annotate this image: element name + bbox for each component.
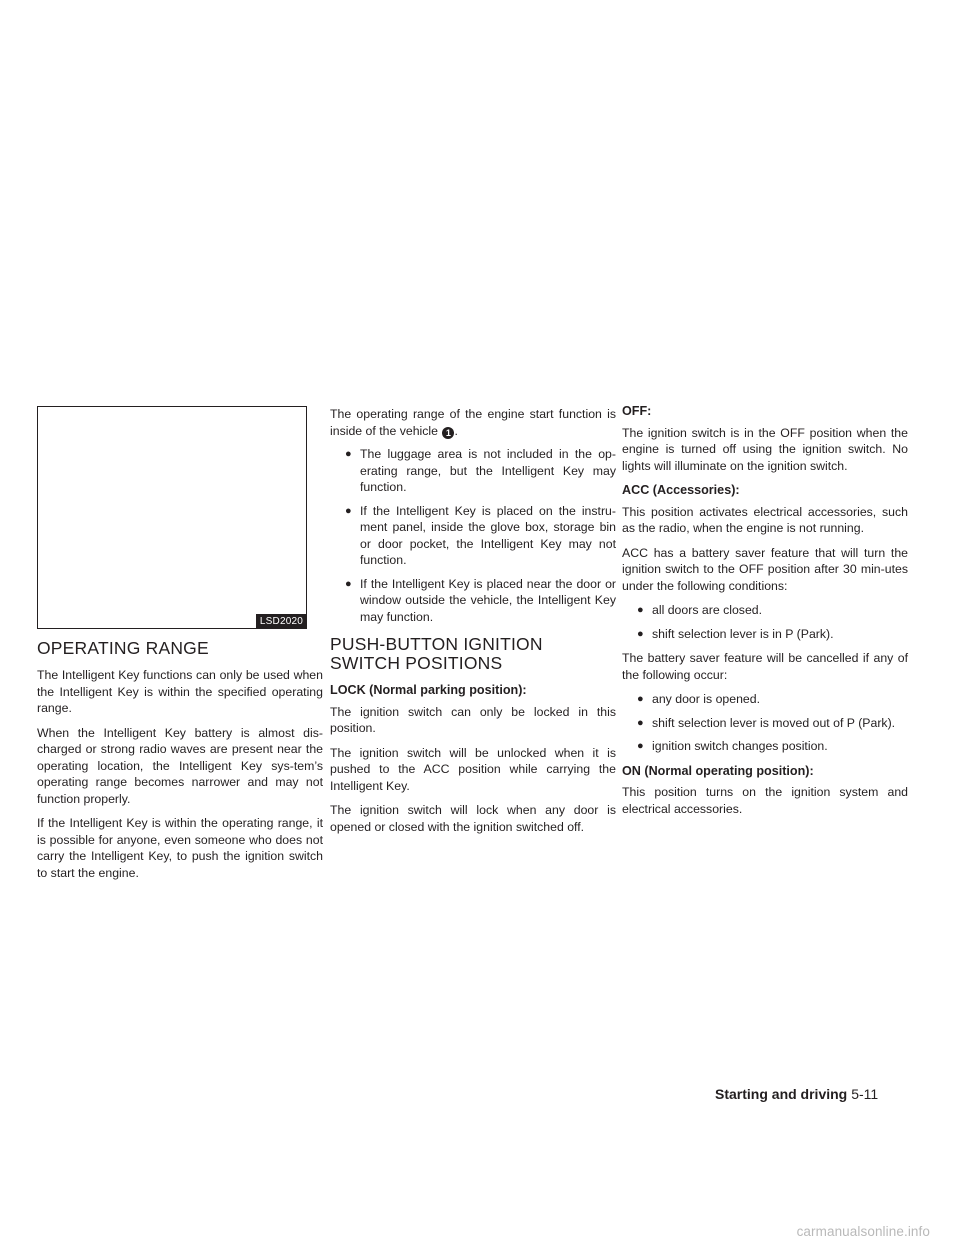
off-subheading: OFF: (622, 404, 652, 418)
paragraph: The ignition switch is in the OFF position when the engine is turned off using the ignition switch. No lights will illuminate on the ignition switch. (622, 425, 908, 473)
range-intro-end: . (454, 423, 458, 438)
positions-heading: PUSH-BUTTON IGNITION SWITCH POSITIONS (330, 634, 543, 673)
list-item: ● If the Intelligent Key is placed near the door or window outside the vehicle, the Intelligent Key may function. (345, 576, 616, 624)
column-right (622, 406, 908, 825)
paragraph: This position turns on the ignition system and electrical accessories. (622, 785, 908, 816)
bullet-icon: ● (345, 448, 352, 460)
operating-range-heading: OPERATING RANGE (37, 638, 209, 658)
bullet-icon: ● (637, 693, 644, 705)
paragraph: When the Intelligent Key battery is almost dis-charged or strong radio waves are present near the operating location, the Intelligent Key sys-tem’s operating range becomes narrower and may not function properly. (37, 725, 323, 806)
paragraph: This position activates electrical accessories, such as the radio, when the engine is not running. (622, 504, 908, 535)
paragraph: The battery saver feature will be cancelled if any of the following occur: (622, 651, 908, 682)
list-item: ● If the Intelligent Key is placed on the instru-ment panel, inside the glove box, storage bin or door pocket, the Intelligent Key may not function. (345, 503, 616, 567)
paragraph: ACC has a battery saver feature that will turn the ignition switch to the OFF position after 30 min-utes under the following conditions: (622, 545, 908, 593)
paragraph: The ignition switch can only be locked in this position. (330, 704, 616, 735)
lock-subheading: LOCK (Normal parking position): (330, 683, 527, 697)
acc-conditions-list (622, 602, 908, 642)
list-item: ● The luggage area is not included in the op-erating range, but the Intelligent Key may function. (345, 447, 616, 494)
list-item: ● all doors are closed. (637, 603, 763, 617)
list-item: ● shift selection lever is in P (Park). (637, 626, 834, 641)
figure-illustration (37, 406, 307, 629)
page-footer (715, 1086, 921, 1102)
acc-subheading: ACC (Accessories): (622, 483, 740, 497)
paragraph: If the Intelligent Key is within the operating range, it is possible for anyone, even someone who does not carry the Intelligent Key, to push the ignition switch to start the engine. (37, 816, 323, 880)
range-intro-text: The operating range of the engine start function is inside of the vehicle (330, 407, 616, 438)
list-item: ● ignition switch changes position. (637, 739, 828, 753)
bullet-icon: ● (345, 504, 352, 517)
callout-number-icon: 1 (442, 427, 454, 439)
paragraph: The ignition switch will lock when any door is opened or closed with the ignition switched off. (330, 803, 616, 834)
bullet-icon: ● (637, 627, 644, 640)
bullet-icon: ● (637, 740, 644, 752)
footer-section-title: Starting and driving (715, 1086, 848, 1102)
list-item: ● shift selection lever is moved out of P (Park). (637, 715, 896, 730)
bullet-icon: ● (637, 604, 644, 616)
bullet-icon: ● (637, 716, 644, 729)
on-subheading: ON (Normal operating position): (622, 763, 814, 778)
watermark: carmanualsonline.info (796, 1224, 930, 1239)
range-bullet-list (330, 446, 616, 625)
list-item: ● any door is opened. (637, 692, 761, 706)
column-left (37, 406, 323, 889)
paragraph: The ignition switch will be unlocked when it is pushed to the ACC position while carrying the Intelligent Key. (330, 745, 616, 793)
range-intro-paragraph (330, 406, 616, 439)
figure-label: LSD2020 (256, 614, 306, 628)
column-middle (330, 406, 616, 843)
acc-cancel-list (622, 691, 908, 755)
bullet-icon: ● (345, 577, 352, 590)
paragraph: The Intelligent Key functions can only be used when the Intelligent Key is within the specified operating range. (37, 668, 323, 715)
page-number: 5-11 (851, 1086, 879, 1102)
